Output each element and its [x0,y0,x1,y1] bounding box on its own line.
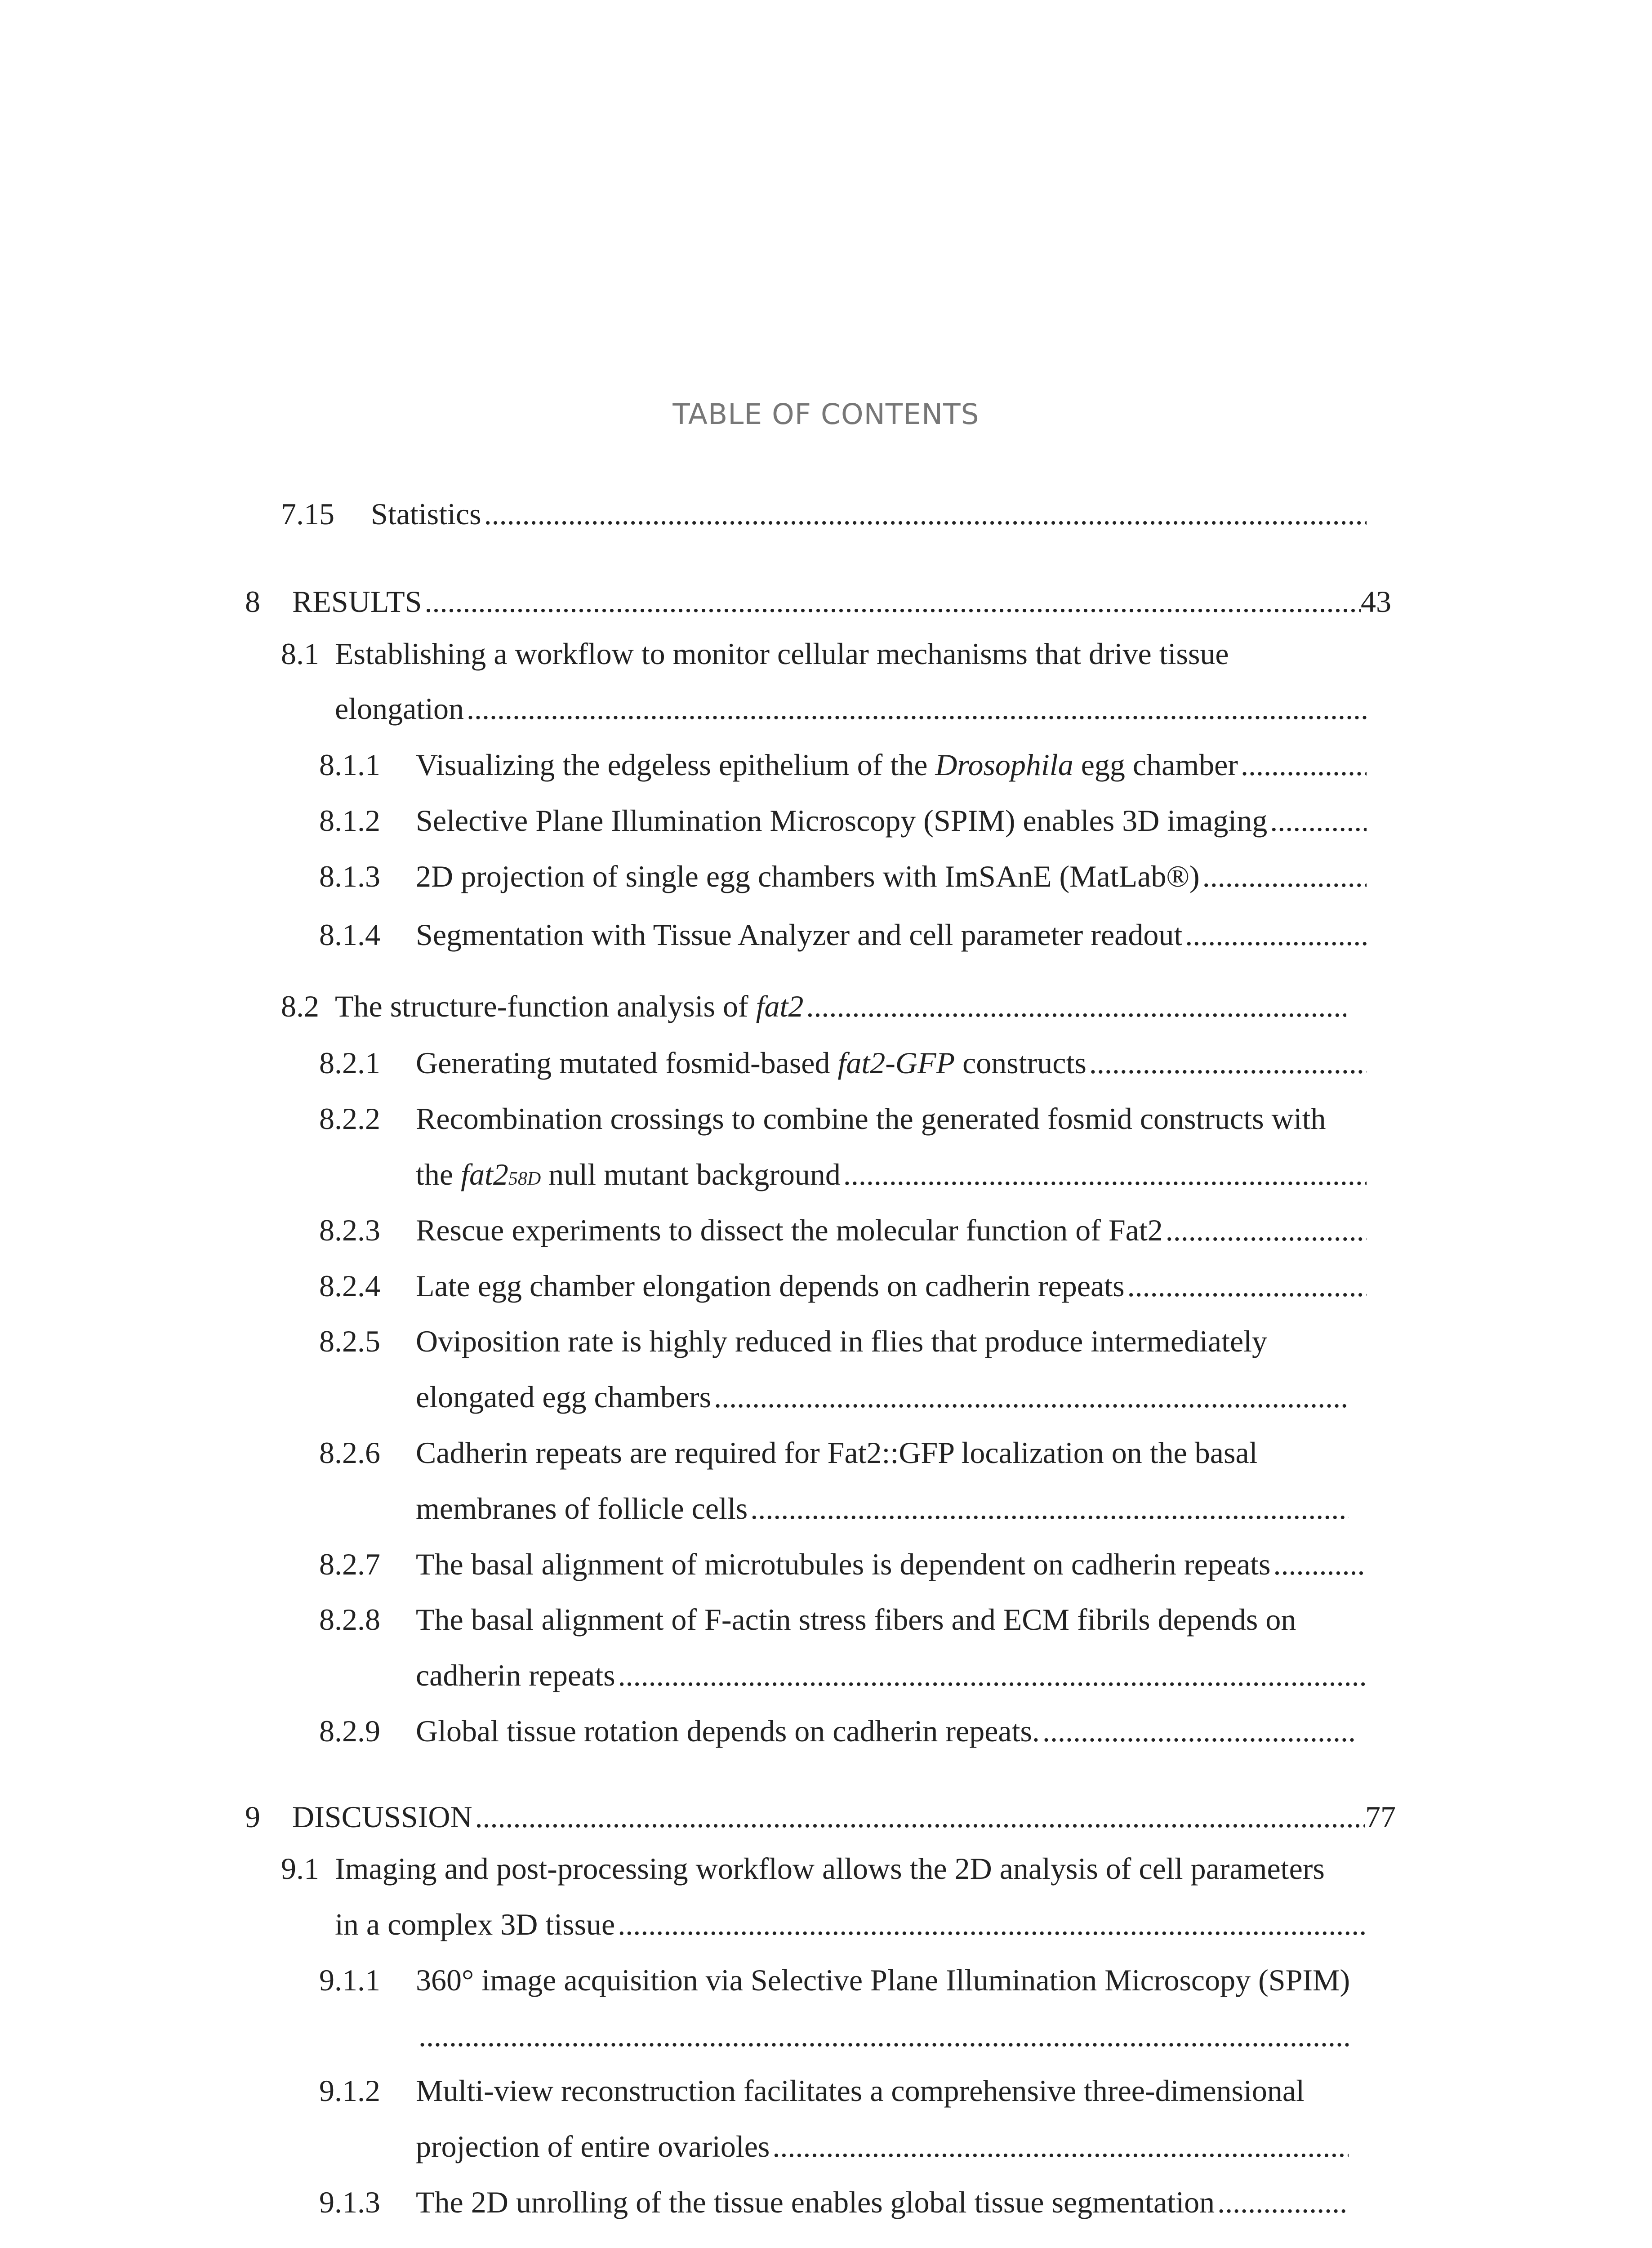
entry-title: The basal alignment of microtubules is dependent on cadherin repeats [416,1547,1271,1581]
entry-title-part: null mutant background [541,1157,841,1191]
entry-number: 8.2.9 [319,1714,380,1748]
entry-title-italic: Drosophila [935,748,1073,782]
dot-leader [843,1155,1367,1194]
entry-number: 8.2 [281,989,319,1023]
toc-entry-8-2-2[interactable]: 8.2.2 Recombination crossings to combine the generated fosmid constructs with the fat2 58D null mutant background ..... [319,1099,1367,1177]
entry-title-italic: fat2 [756,989,804,1023]
toc-entry-8-2-1[interactable] [319,1044,1367,1082]
entry-title: Global tissue rotation depends on cadherin repeats. [416,1714,1040,1748]
entry-number: 8.2.2 [319,1102,380,1136]
dot-leader [1241,745,1367,784]
entry-title-italic: fat2-GFP [837,1046,955,1080]
dot-leader [484,495,1367,533]
toc-entry-8-2-6[interactable] [319,1433,1349,1525]
entry-page: 43 [1361,584,1391,619]
entry-title: RESULTS [292,584,422,619]
entry-number: 9 [245,1800,260,1834]
toc-entry-8-1-3[interactable] [319,857,1367,896]
entry-title-line1: Recombination crossings to combine the generated fosmid constructs with [416,1102,1326,1136]
dot-leader [1273,1545,1367,1583]
toc-entry-8-2-7[interactable] [319,1545,1367,1583]
entry-number: 8.2.6 [319,1436,380,1470]
entry-title-part: egg chamber [1073,748,1238,782]
entry-title: 2D projection of single egg chambers with ImSAnE (MatLab®) [416,859,1200,893]
toc-entry-8-2-9[interactable] [319,1712,1358,1750]
entry-number: 8.1.4 [319,918,380,952]
entry-title-line2: elongated egg chambers [416,1380,712,1414]
entry-title-part: the [416,1157,461,1191]
toc-entry-9-1[interactable] [281,1849,1367,1941]
dot-leader [1042,1712,1358,1750]
entry-number: 8.2.3 [319,1213,380,1247]
entry-title-line1: 360° image acquisition via Selective Plane Illumination Microscopy (SPIM) [416,1963,1350,1997]
dot-leader [424,582,1361,621]
entry-title-line1: Cadherin repeats are required for Fat2::GFP localization on the basal [416,1436,1258,1470]
toc-entry-9-1-3[interactable] [319,2183,1349,2221]
entry-number: 9.1 [281,1851,319,1886]
dot-leader [419,2016,1349,2055]
dot-leader [750,1489,1349,1528]
entry-title: Statistics [371,497,481,531]
dot-leader [1202,857,1367,896]
toc-entry-7-15[interactable] [281,495,1367,533]
entry-page: 77 [1365,1800,1396,1834]
toc-entry-8-1-1[interactable] [319,745,1367,784]
dot-leader [1166,1211,1367,1249]
entry-number: 8.1.2 [319,803,380,838]
entry-number: 8.2.1 [319,1046,380,1080]
entry-number: 8.1.1 [319,748,380,782]
entry-title: Rescue experiments to dissect the molecular function of Fat2 [416,1213,1163,1247]
entry-title: The 2D unrolling of the tissue enables global tissue segmentation [416,2185,1215,2219]
entry-title: Late egg chamber elongation depends on cadherin repeats [416,1269,1125,1303]
entry-title: Segmentation with Tissue Analyzer and cell parameter readout [416,918,1183,952]
entry-number: 8.2.8 [319,1602,380,1637]
entry-title: Selective Plane Illumination Microscopy (SPIM) enables 3D imaging [416,803,1268,838]
entry-title-part: The structure-function analysis of [335,989,756,1023]
entry-title-line1: The basal alignment of F-actin stress fibers and ECM fibrils depends on [416,1602,1296,1637]
toc-title: TABLE OF CONTENTS [672,398,980,431]
entry-number: 8.1.3 [319,859,380,893]
entry-title-part: Visualizing the edgeless epithelium of the [416,748,935,782]
entry-number: 8 [245,584,260,619]
dot-leader [618,1656,1367,1695]
entry-title-part: Generating mutated fosmid-based [416,1046,838,1080]
dot-leader [618,1905,1367,1944]
toc-entry-8-2[interactable] [281,987,1346,1026]
entry-number: 8.2.7 [319,1547,380,1581]
entry-number: 9.1.1 [319,1963,380,1997]
toc-entry-9-1-1[interactable] [319,1961,1398,2038]
entry-title-line1: Imaging and post-processing workflow allows the 2D analysis of cell parameters [335,1851,1325,1886]
toc-entry-8[interactable] [245,582,1391,621]
dot-leader [1089,1044,1367,1082]
entry-number: 7.15 [281,497,334,531]
dot-leader [467,689,1367,728]
dot-leader [1217,2183,1349,2221]
toc-entry-8-2-4[interactable] [319,1267,1367,1305]
entry-title-line1: Establishing a workflow to monitor cellular mechanisms that drive tissue [335,637,1229,671]
entry-title-line2: cadherin repeats [416,1658,615,1692]
entry-number: 8.2.4 [319,1269,380,1303]
toc-entry-8-1-4[interactable] [319,915,1367,954]
entry-title-line2: elongation [335,691,464,726]
toc-entry-9-1-2[interactable] [319,2071,1349,2163]
dot-leader [1270,801,1367,840]
entry-title-line1: Multi-view reconstruction facilitates a comprehensive three-dimensional [416,2074,1305,2108]
entry-title-line2: projection of entire ovarioles [416,2129,770,2163]
entry-title-line2: in a complex 3D tissue [335,1907,615,1941]
dot-leader [1127,1267,1367,1305]
entry-title-line2: membranes of follicle cells [416,1491,748,1525]
toc-entry-8-1-2[interactable] [319,801,1367,840]
dot-leader [806,987,1346,1026]
entry-title-line1: Oviposition rate is highly reduced in flies that produce intermediately [416,1324,1268,1358]
dot-leader [714,1378,1349,1416]
entry-title-italic: fat2 [461,1157,508,1191]
toc-entry-9[interactable] [245,1798,1396,1836]
entry-title: DISCUSSION [292,1800,472,1834]
toc-entry-8-2-8[interactable] [319,1600,1367,1692]
entry-title-part: constructs [955,1046,1086,1080]
toc-entry-8-2-3[interactable] [319,1211,1367,1249]
toc-entry-8-2-5[interactable] [319,1322,1349,1414]
entry-number: 8.2.5 [319,1324,380,1358]
dot-leader [475,1798,1365,1836]
entry-number: 8.1 [281,637,319,671]
dot-leader [1185,915,1367,954]
toc-entry-8-1[interactable] [281,634,1367,726]
entry-number: 9.1.3 [319,2185,380,2219]
entry-number: 9.1.2 [319,2074,380,2108]
dot-leader [772,2127,1349,2166]
